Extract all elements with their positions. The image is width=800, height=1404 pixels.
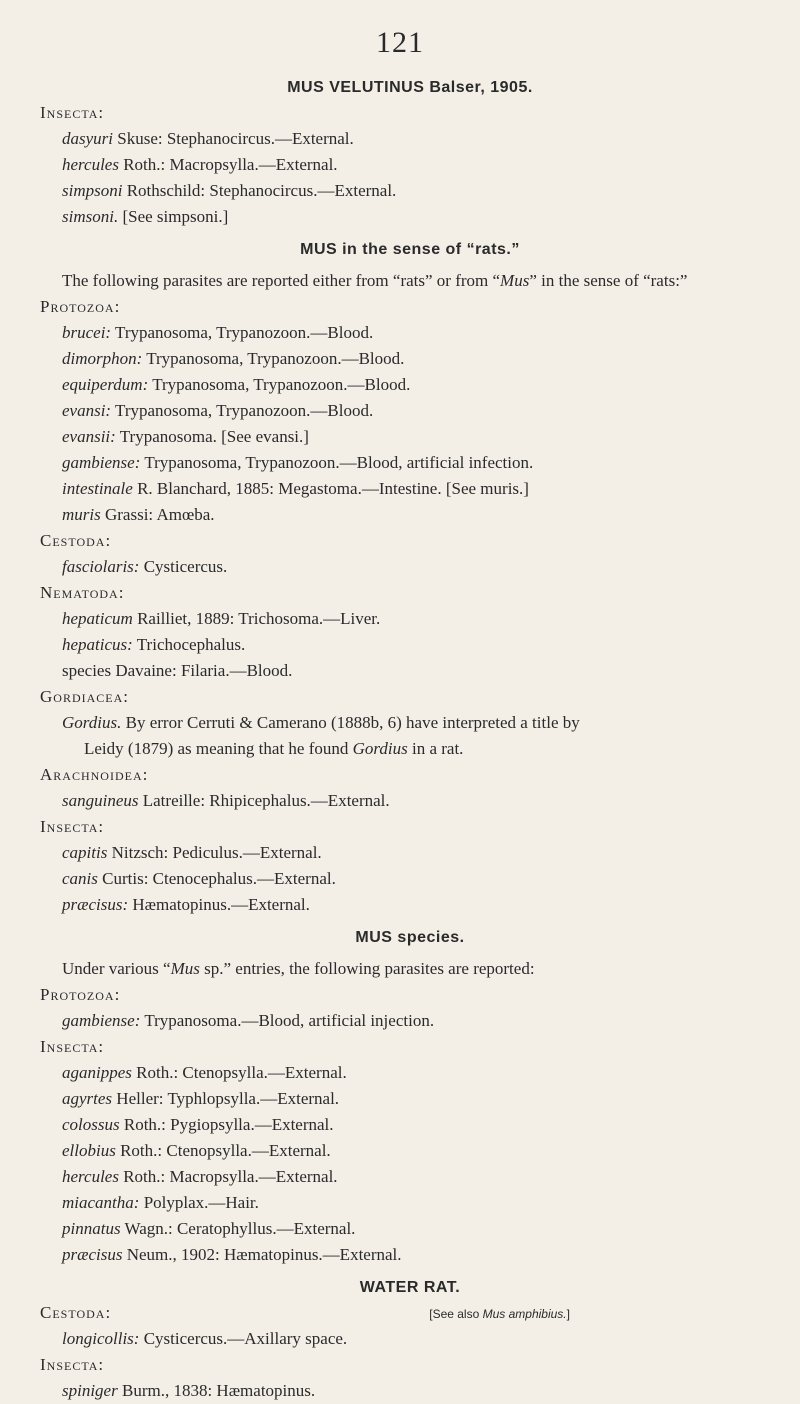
parasite-entry [62, 398, 780, 424]
entry-text: Burm., 1838: Hæmatopinus. [117, 1381, 316, 1400]
entry-list [40, 1326, 780, 1352]
entry-text: Trypanosoma. [See evansi.] [115, 427, 309, 446]
section-heading-mus-rats: MUS in the sense of “rats.” [300, 241, 520, 258]
section-heading-water-rat: WATER RAT. [359, 1279, 461, 1296]
parasite-name: intestinale [62, 479, 133, 498]
parasite-entry [62, 606, 780, 632]
parasite-name: hercules [62, 155, 119, 174]
parasite-entry [62, 1086, 780, 1112]
group-insecta: Insecta: [40, 103, 105, 122]
parasite-name: evansii: [62, 427, 116, 446]
entry-text: Roth.: Ctenopsylla.—External. [115, 1141, 331, 1160]
parasite-name: pinnatus [62, 1219, 121, 1238]
parasite-name: capitis [62, 843, 108, 862]
intro-paragraph [40, 268, 780, 294]
see-genus: Mus amphibius. [482, 1307, 567, 1321]
parasite-name: spiniger [62, 1381, 118, 1400]
entry-text: By error Cerruti & Camerano (1888b, 6) have interpreted a title by [121, 713, 580, 732]
intro-text: Under various “ [62, 959, 171, 978]
parasite-entry [62, 178, 780, 204]
parasite-name: hepaticum [62, 609, 133, 628]
parasite-entry [62, 1008, 780, 1034]
entry-text: Polyplax.—Hair. [139, 1193, 259, 1212]
entry-text: Curtis: Ctenocephalus.—External. [97, 869, 336, 888]
parasite-entry [62, 1112, 780, 1138]
group-nematoda: Nematoda: [40, 583, 125, 602]
entry-list [40, 1060, 780, 1268]
entry-text: Trypanosoma, Trypanozoon.—Blood. [148, 375, 411, 394]
parasite-entry [62, 1190, 780, 1216]
section-heading-mus-species: MUS species. [355, 929, 465, 946]
parasite-name: aganippes [62, 1063, 132, 1082]
intro-genus: Mus [500, 271, 530, 290]
parasite-entry [62, 152, 780, 178]
entry-text: Wagn.: Ceratophyllus.—External. [120, 1219, 356, 1238]
entry-text: Trypanosoma, Trypanozoon.—Blood. [142, 349, 405, 368]
entry-text: Heller: Typhlopsylla.—External. [112, 1089, 340, 1108]
parasite-name: miacantha: [62, 1193, 140, 1212]
section-heading-mus-velutinus: MUS VELUTINUS Balser, 1905. [287, 79, 533, 96]
intro-paragraph [40, 956, 780, 982]
entry-text: Roth.: Macropsylla.—External. [118, 155, 338, 174]
parasite-entry [62, 892, 780, 918]
cestoda-see-line [40, 1300, 780, 1326]
parasite-entry [62, 1060, 780, 1086]
parasite-name: dasyuri [62, 129, 113, 148]
parasite-name: longicollis: [62, 1329, 140, 1348]
entry-list [40, 554, 780, 580]
parasite-name: præcisus [62, 1245, 123, 1264]
parasite-entry [62, 346, 780, 372]
intro-genus: Mus [170, 959, 200, 978]
parasite-entry [62, 1326, 780, 1352]
entry-text: in a rat. [407, 739, 464, 758]
parasite-name: sanguineus [62, 791, 139, 810]
parasite-name: dimorphon: [62, 349, 143, 368]
parasite-entry [62, 450, 780, 476]
entry-text: Leidy (1879) as meaning that he found [84, 739, 353, 758]
parasite-name: muris [62, 505, 101, 524]
parasite-name: fasciolaris: [62, 557, 140, 576]
parasite-name: præcisus: [62, 895, 129, 914]
parasite-entry [62, 424, 780, 450]
entry-text: R. Blanchard, 1885: Megastoma.—Intestine. [See muris.] [132, 479, 529, 498]
see-text: [See also [429, 1307, 483, 1321]
intro-text: sp.” entries, the following parasites are reported: [199, 959, 535, 978]
parasite-entry [62, 126, 780, 152]
page-number: 121 [376, 26, 424, 59]
group-protozoa: Protozoa: [40, 297, 121, 316]
parasite-name: Gordius. [62, 713, 122, 732]
parasite-entry [62, 632, 780, 658]
entry-list [40, 126, 780, 230]
parasite-entry [62, 476, 780, 502]
see-also-note [429, 1307, 570, 1321]
parasite-entry [62, 840, 780, 866]
group-insecta: Insecta: [40, 1037, 105, 1056]
entry-list [40, 1378, 780, 1404]
entry-text: Railliet, 1889: Trichosoma.—Liver. [132, 609, 381, 628]
intro-text: The following parasites are reported either from “rats” or from “ [62, 271, 501, 290]
group-insecta: Insecta: [40, 817, 105, 836]
entry-text: Grassi: Amœba. [100, 505, 215, 524]
parasite-entry [62, 320, 780, 346]
entry-text: Trypanosoma, Trypanozoon.—Blood. [111, 323, 374, 342]
parasite-name: simsoni. [62, 207, 119, 226]
group-cestoda: Cestoda: [40, 1303, 112, 1322]
parasite-name: hercules [62, 1167, 119, 1186]
entry-text: Cysticercus. [139, 557, 228, 576]
group-gordiacea: Gordiacea: [40, 687, 129, 706]
parasite-entry [62, 372, 780, 398]
parasite-name: colossus [62, 1115, 120, 1134]
parasite-name: simpsoni [62, 181, 123, 200]
parasite-name: brucei: [62, 323, 112, 342]
entry-text: Neum., 1902: Hæmatopinus.—External. [122, 1245, 402, 1264]
parasite-entry [62, 204, 780, 230]
parasite-entry [62, 554, 780, 580]
parasite-name: evansi: [62, 401, 112, 420]
parasite-entry [62, 1378, 780, 1404]
gordius-entry [62, 710, 780, 762]
parasite-entry [62, 658, 780, 684]
parasite-entry [62, 788, 780, 814]
see-text: ] [566, 1307, 570, 1321]
entry-text: Trypanosoma.—Blood, artificial injection. [140, 1011, 435, 1030]
entry-text: Nitzsch: Pediculus.—External. [107, 843, 322, 862]
entry-text: Cysticercus.—Axillary space. [139, 1329, 348, 1348]
parasite-entry [62, 1216, 780, 1242]
entry-text: Hæmatopinus.—External. [128, 895, 310, 914]
entry-list [40, 1008, 780, 1034]
parasite-entry [62, 1242, 780, 1268]
parasite-name: Gordius [352, 739, 408, 758]
group-protozoa: Protozoa: [40, 985, 121, 1004]
entry-list [40, 840, 780, 918]
entry-text: Roth.: Macropsylla.—External. [118, 1167, 338, 1186]
parasite-name: agyrtes [62, 1089, 113, 1108]
parasite-entry [62, 1164, 780, 1190]
entry-text: Rothschild: Stephanocircus.—External. [122, 181, 397, 200]
entry-text: Roth.: Ctenopsylla.—External. [131, 1063, 347, 1082]
parasite-name: gambiense: [62, 453, 141, 472]
parasite-name: equiperdum: [62, 375, 149, 394]
entry-list [40, 788, 780, 814]
entry-list [40, 606, 780, 684]
entry-text: [See simpsoni.] [118, 207, 229, 226]
parasite-name: ellobius [62, 1141, 116, 1160]
entry-text: Trypanosoma, Trypanozoon.—Blood, artificial infection. [140, 453, 534, 472]
entry-text: Trypanosoma, Trypanozoon.—Blood. [111, 401, 374, 420]
group-insecta: Insecta: [40, 1355, 105, 1374]
entry-text: species Davaine: Filaria.—Blood. [62, 661, 293, 680]
intro-text: ” in the sense of “rats:” [529, 271, 688, 290]
page-content [40, 76, 780, 1404]
entry-text: Skuse: Stephanocircus.—External. [113, 129, 354, 148]
entry-list [40, 320, 780, 528]
group-arachnoidea: Arachnoidea: [40, 765, 149, 784]
parasite-name: canis [62, 869, 98, 888]
entry-text: Latreille: Rhipicephalus.—External. [138, 791, 390, 810]
parasite-entry [62, 502, 780, 528]
parasite-entry [62, 1138, 780, 1164]
parasite-name: gambiense: [62, 1011, 141, 1030]
group-cestoda: Cestoda: [40, 531, 112, 550]
entry-text: Trichocephalus. [132, 635, 246, 654]
parasite-entry [62, 866, 780, 892]
parasite-name: hepaticus: [62, 635, 133, 654]
entry-text: Roth.: Pygiopsylla.—External. [119, 1115, 334, 1134]
